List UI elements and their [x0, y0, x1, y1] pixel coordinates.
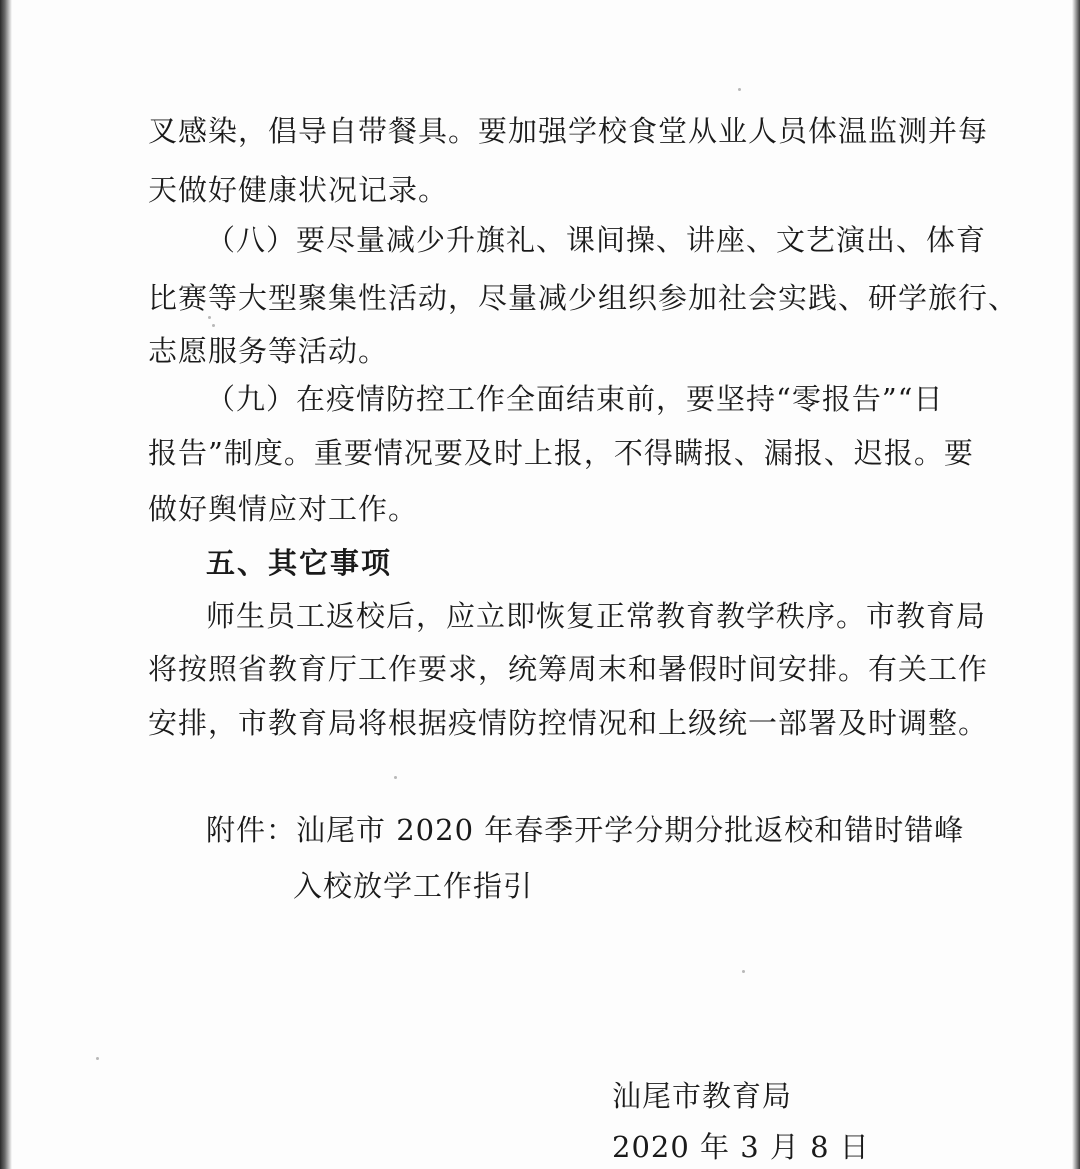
scan-speck — [394, 776, 397, 779]
section-body-line: 安排，市教育局将根据疫情防控情况和上级统一部署及时调整。 — [148, 706, 989, 740]
section-body-line: 将按照省教育厅工作要求，统筹周末和暑假时间安排。有关工作 — [148, 652, 989, 686]
body-line: 志愿服务等活动。 — [148, 334, 389, 368]
body-line-item-8: （八）要尽量减少升旗礼、课间操、讲座、文艺演出、体育 — [206, 223, 987, 257]
issuer-signature: 汕尾市教育局 — [612, 1079, 793, 1113]
body-line: 叉感染，倡导自带餐具。要加强学校食堂从业人员体温监测并每 — [148, 114, 989, 148]
scan-speck — [212, 324, 215, 327]
attachment-line: 附件：汕尾市 2020 年春季开学分期分批返校和错时错峰 — [206, 813, 965, 847]
scan-speck — [208, 316, 211, 319]
issue-date: 2020 年 3 月 8 日 — [612, 1130, 870, 1164]
body-line: 做好舆情应对工作。 — [148, 492, 419, 526]
scan-speck — [742, 970, 745, 973]
body-line: 比赛等大型聚集性活动，尽量减少组织参加社会实践、研学旅行、 — [148, 281, 1019, 315]
scan-speck — [96, 1057, 99, 1060]
body-line-item-9: （九）在疫情防控工作全面结束前，要坚持“零报告”“日 — [206, 382, 944, 416]
body-line: 天做好健康状况记录。 — [148, 173, 449, 207]
section-heading: 五、其它事项 — [206, 546, 393, 580]
scan-speck — [738, 88, 741, 91]
attachment-line-continued: 入校放学工作指引 — [293, 869, 534, 903]
section-body-line: 师生员工返校后，应立即恢复正常教育教学秩序。市教育局 — [206, 599, 987, 633]
body-line: 报告”制度。重要情况要及时上报，不得瞒报、漏报、迟报。要 — [148, 436, 974, 470]
